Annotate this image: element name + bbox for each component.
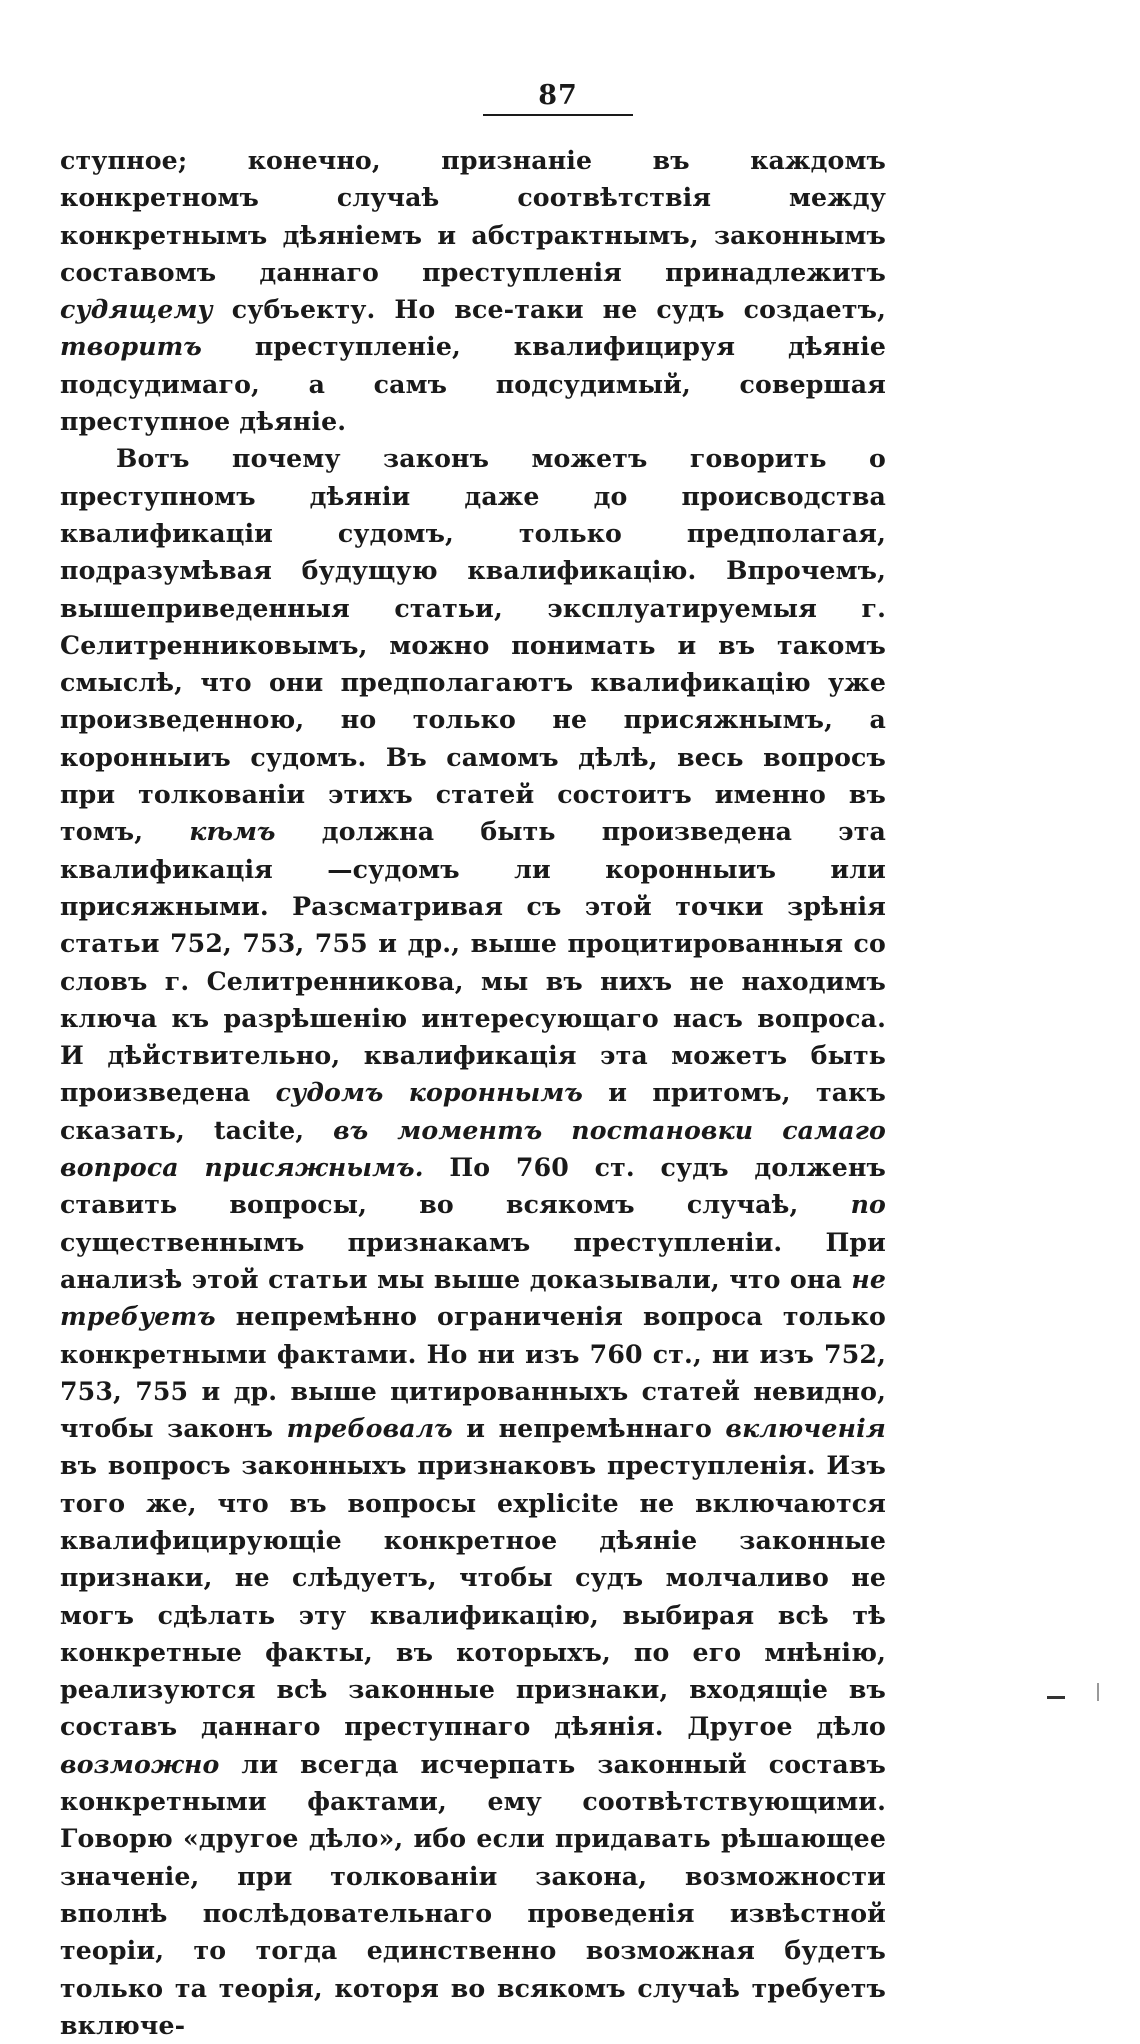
text-segment: непремѣнно ограниченія вопроса только конкретными фактами. Но ни изъ 760 ст., ни изъ 752, 753, 755 и др. выше цитированныхъ статей невидно, чтобы законъ [60,1301,886,1444]
emphasized-text: судомъ короннымъ [275,1077,583,1108]
text-segment: и непремѣннаго [452,1413,726,1444]
text-segment: ли всегда исчерпать законный составъ конкретными фактами, ему соотвѣтствующими. Говорю «другое дѣло», ибо если придавать рѣшающее значеніе, при толкованіи закона, возможности вполнѣ послѣдовательнаго проведенія извѣстной теоріи, то тогда единственно возможная будетъ только та теорія, которя во всякомъ случаѣ требуетъ включе- [60,1748,886,2040]
text-segment: По 760 ст. судъ долженъ ставить вопросы, во всякомъ случаѣ, [60,1152,886,1220]
emphasized-text: по [850,1189,886,1220]
text-segment: субъекту. Но все-таки не судъ создаетъ, [212,294,886,325]
book-page [60,80,886,2044]
emphasized-text: творитъ [60,331,202,362]
emphasized-text: въ моментъ постановки самаго вопроса присяжнымъ. [60,1114,886,1183]
emphasized-text: требовалъ [286,1413,453,1444]
text-segment: и притомъ, такъ сказать, tacite, [60,1077,886,1145]
emphasized-text: кѣмъ [189,816,276,847]
text-segment: существеннымъ признакамъ преступленіи. При анализѣ этой статьи мы выше доказывали, что она [60,1226,886,1294]
paragraph [60,142,886,440]
text-segment: должна быть произведена эта квалификація —судомъ ли коронныиъ или присяжными. Разсматривая съ этой точки зрѣнія статьи 752, 753, 755 и др., выше процитированныя со словъ г. Селитренникова, мы въ нихъ не находимъ ключа къ разрѣшенію интересующаго насъ вопроса. И дѣйствительно, квалификація эта можетъ быть произведена [60,816,886,1108]
emphasized-text: судящему [60,294,213,325]
text-segment: преступленіе, квалифицируя дѣяніе подсудимаго, а самъ подсудимый, совершая преступное дѣяніе. [60,331,886,437]
text-segment: ступное; конечно, признаніе въ каждомъ конкретномъ случаѣ соотвѣтствія между конкретнымъ дѣяніемъ и абстрактнымъ, законнымъ составомъ даннаго преступленія принадлежитъ [60,145,886,287]
emphasized-text: не требуетъ [60,1263,886,1332]
emphasized-text: включенія [725,1413,886,1444]
text-segment: Вотъ почему законъ можетъ говорить о преступномъ дѣяніи даже до происводства квалификаціи судомъ, только предполагая, подразумѣвая будущую квалификацію. Впрочемъ, вышеприведенныя статьи, эксплуатируемыя г. Селитренниковымъ, можно понимать и въ такомъ смыслѣ, что они предполагаютъ квалификацію уже произведенною, но только не присяжнымъ, а коронныиъ судомъ. Въ самомъ дѣлѣ, весь вопросъ при толкованіи этихъ статей состоитъ именно въ томъ, [60,443,886,847]
paragraph [60,440,886,2044]
body-text [60,142,886,2044]
emphasized-text: возможно [60,1748,220,1779]
scan-margin-tick [1097,1683,1099,1701]
page-number: 87 [483,80,633,116]
text-segment: въ вопросъ законныхъ признаковъ преступленія. Изъ того же, что въ вопросы explicite не включаются квалифицирующіе конкретное дѣяніе законные признаки, не слѣдуетъ, чтобы судъ молчаливо не могъ сдѣлать эту квалификацію, выбирая всѣ тѣ конкретные факты, въ которыхъ, по его мнѣнію, реализуются всѣ законные признаки, входящіе въ составъ даннаго преступнаго дѣянія. Другое дѣло [60,1450,886,1742]
scan-margin-mark [1047,1696,1065,1699]
